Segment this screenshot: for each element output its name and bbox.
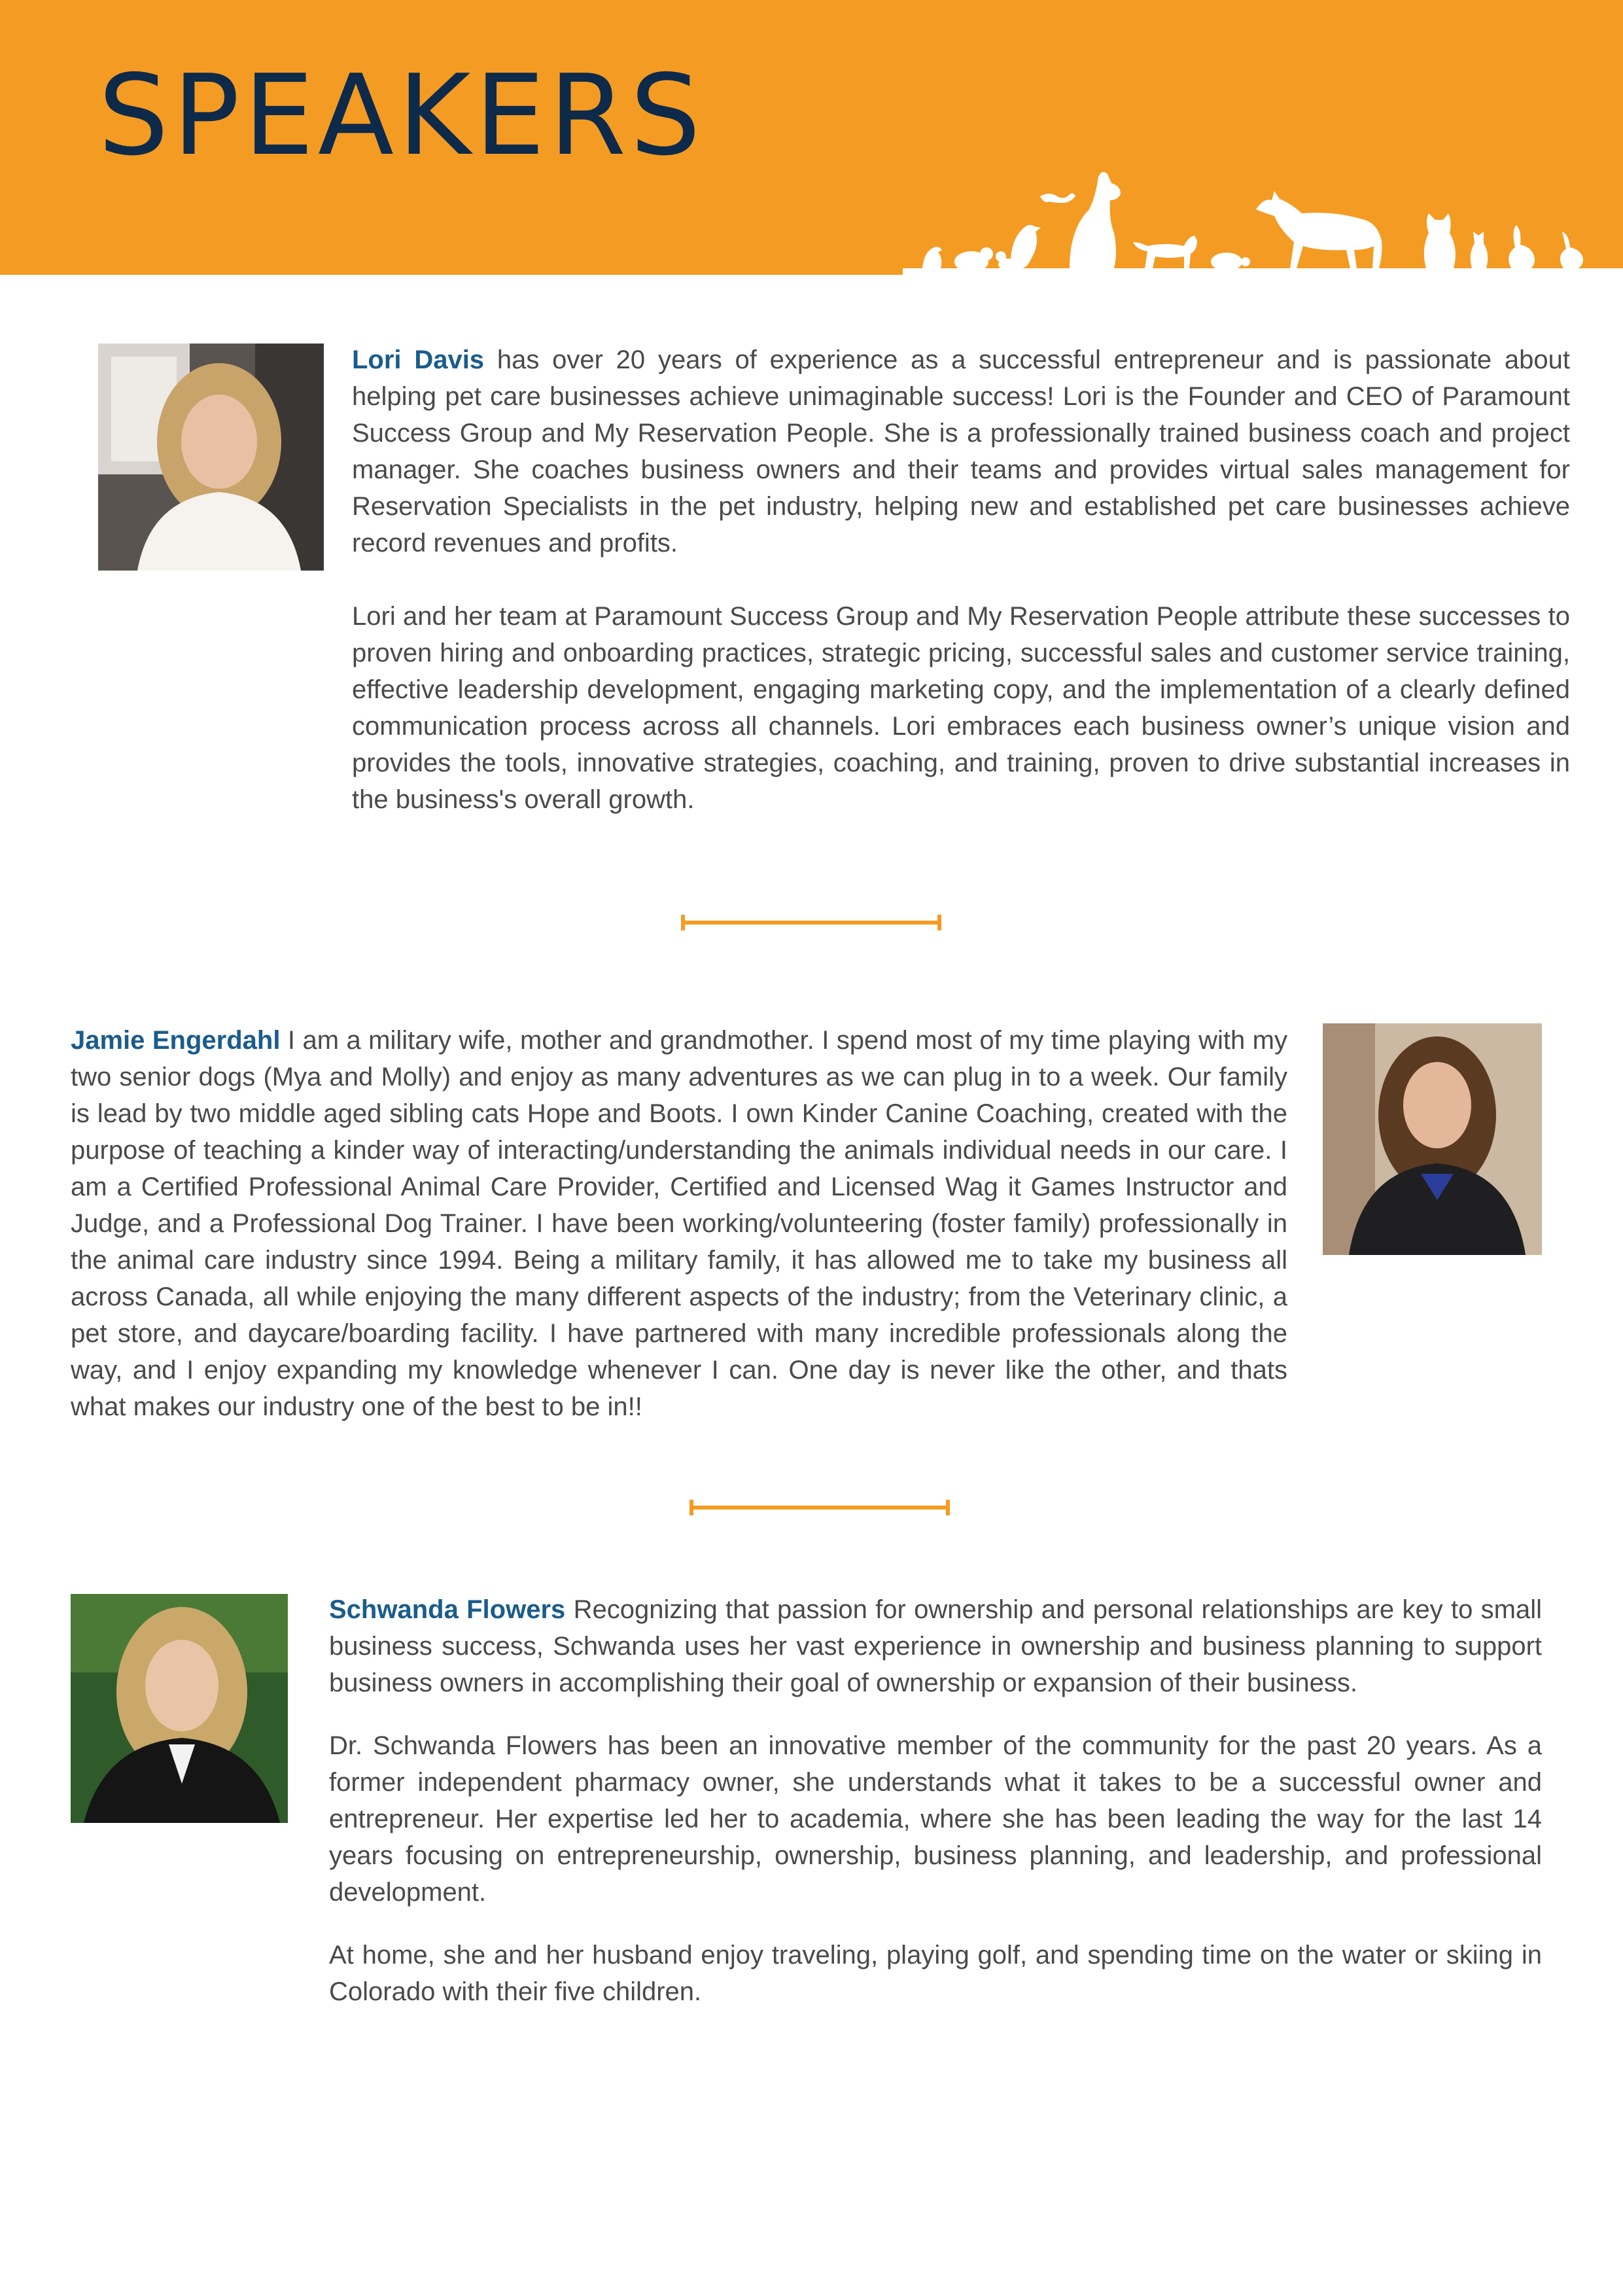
bio-paragraph: Lori and her team at Paramount Success Group and My Reservation People attribute these successes to proven hiring and onboarding practices, strategic pricing, successful sales and customer service training, effective leadership development, engaging marketing copy, and the implementation of a clearly defined communication process across all channels. Lori embraces each business owner’s unique vision and provides the tools, innovative strategies, coaching, and training, proven to drive substantial increases in the business's overall growth. <box>352 602 1570 814</box>
speaker-photo-schwanda-flowers <box>71 1594 288 1823</box>
header-banner <box>0 0 1623 275</box>
section-divider <box>680 913 942 932</box>
speaker-bio-lori-davis <box>352 342 1570 818</box>
speaker-bio-schwanda-flowers <box>329 1591 1542 2010</box>
bio-paragraph: Lori Davis has over 20 years of experience as a successful entrepreneur and is passionate about helping pet care businesses achieve unimaginable success! Lori is the Founder and CEO of Paramount Success Group and My Reservation People. She is a professionally trained business coach and project manager. She coaches business owners and their teams and provides virtual sales management for Reservation Specialists in the pet industry, helping new and established pet care businesses achieve record revenues and profits. <box>352 345 1570 557</box>
bio-paragraph: Schwanda Flowers Recognizing that passion for ownership and personal relationships are key to small business success, Schwanda uses her vast experience in ownership and business planning to support business owners in accomplishing their goal of ownership or expansion of their business. <box>329 1595 1542 1697</box>
speaker-bio-jamie-engerdahl <box>71 1022 1287 1425</box>
speaker-name: Schwanda Flowers <box>329 1595 566 1624</box>
speaker-photo-jamie-engerdahl <box>1323 1023 1542 1255</box>
bio-paragraph: Dr. Schwanda Flowers has been an innovative member of the community for the past 20 years. As a former independent pharmacy owner, she understands what it takes to be a successful owner and entrepreneur. Her expertise led her to academia, where she has been leading the way for the last 14 years focusing on entrepreneurship, ownership, business planning, and leadership, and professional development. <box>329 1731 1542 1907</box>
speaker-name: Jamie Engerdahl <box>71 1026 281 1055</box>
bio-paragraph: At home, she and her husband enjoy traveling, playing golf, and spending time on the water or skiing in Colorado with their five children. <box>329 1941 1542 2006</box>
section-divider <box>689 1498 951 1517</box>
animal-silhouettes-icon <box>903 170 1623 278</box>
page-title: SPEAKERS <box>98 51 705 181</box>
speaker-name: Lori Davis <box>352 345 485 374</box>
bio-paragraph: Jamie Engerdahl I am a military wife, mother and grandmother. I spend most of my time playing with my two senior dogs (Mya and Molly) and enjoy as many adventures as we can plug in to a week. Our family is lead by two middle aged sibling cats Hope and Boots. I own Kinder Canine Coaching, created with the purpose of teaching a kinder way of interacting/understanding the animals individual needs in our care. I am a Certified Professional Animal Care Provider, Certified and Licensed Wag it Games Instructor and Judge, and a Professional Dog Trainer. I have been working/volunteering (foster family) professionally in the animal care industry since 1994. Being a military family, it has allowed me to take my business all across Canada, all while enjoying the many different aspects of the industry; from the Veterinary clinic, a pet store, and daycare/boarding facility. I have partnered with many incredible professionals along the way, and I enjoy expanding my knowledge whenever I can. One day is never like the other, and thats what makes our industry one of the best to be in!! <box>71 1026 1287 1421</box>
speaker-photo-lori-davis <box>98 344 324 571</box>
